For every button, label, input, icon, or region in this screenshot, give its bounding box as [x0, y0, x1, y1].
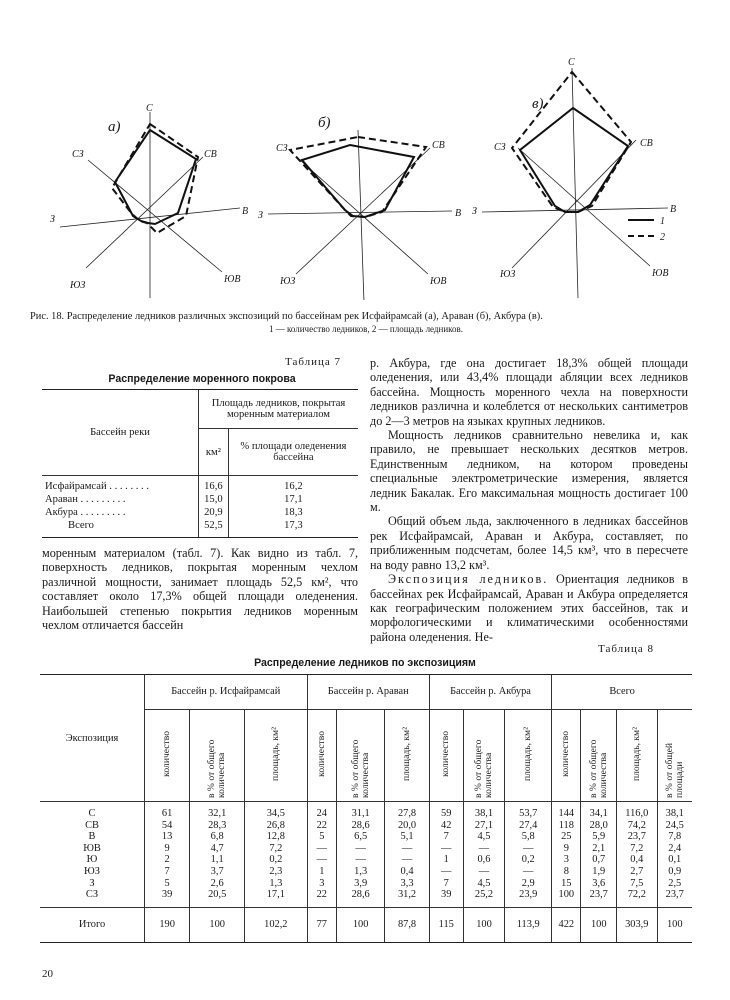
table8-cell: 32,1	[208, 808, 227, 819]
table8-cell: 74,2	[627, 819, 646, 831]
table8-cell: 27,4	[519, 819, 538, 831]
table8-cell: 23,7	[589, 889, 608, 901]
table8-title: Распределение ледников по экспозициям	[254, 657, 476, 669]
table8-cell: —	[355, 842, 366, 854]
table7-km2: 20,9	[199, 506, 229, 519]
table8-cell: 5,8	[521, 831, 535, 843]
table8-total-cell: 422	[552, 907, 581, 942]
table8-cell: 1,9	[592, 865, 606, 877]
table8-value-column	[657, 802, 692, 908]
table8-cell: 3,3	[400, 877, 414, 889]
table8-cell: 5,9	[592, 831, 606, 843]
rose-c-label-se: ЮВ	[652, 268, 669, 279]
rose-b-label-e: В	[455, 208, 462, 219]
rose-b-label-w: З	[258, 210, 263, 221]
table8-cell: 34,1	[589, 808, 608, 819]
rose-c-label-sw: ЮЗ	[500, 269, 516, 280]
table7-col-basin: Бассейн реки	[42, 390, 199, 476]
table8-value-column	[463, 802, 505, 908]
table8-total-cell: 100	[463, 907, 505, 942]
table8-total-cell: 87,8	[385, 907, 430, 942]
table7-pct: 18,3	[228, 506, 358, 519]
rose-c-tag: в)	[532, 96, 544, 112]
rose-a-label-w: З	[50, 214, 55, 225]
table8-total-cell: 100	[337, 907, 385, 942]
table7-row	[42, 493, 358, 506]
table8-cell: 28,0	[589, 819, 608, 831]
table7-title: Распределение моренного покрова	[108, 373, 296, 385]
rose-b-label-nw: СЗ	[276, 143, 288, 154]
table8-sub-count: количество	[560, 731, 572, 777]
table8-cell: 0,4	[400, 865, 414, 877]
table8-total-cell: 303,9	[617, 907, 657, 942]
table7-basin-name: Исфайрамсай . . . . . . . .	[45, 480, 149, 492]
table8-cell: 1	[443, 854, 449, 866]
table8-sub-area: площадь, км²	[401, 726, 413, 782]
table8-sub-count: количество	[315, 731, 327, 777]
table8-cell: 23,9	[519, 889, 538, 901]
table8-cell: 23,7	[665, 889, 684, 901]
table8-cell: 1,3	[269, 877, 283, 889]
table8-cell: 26,8	[266, 819, 285, 831]
table7-km2: 15,0	[199, 493, 229, 506]
table8-exposure-label: С	[88, 808, 96, 819]
table8-total-cell: 190	[145, 907, 190, 942]
table7-pct: 17,1	[228, 493, 358, 506]
table8-sub-count: количество	[161, 731, 173, 777]
table8-cell: 28,3	[208, 819, 227, 831]
right-column	[370, 356, 688, 644]
table8-cell: 38,1	[474, 808, 494, 819]
table8-cell: 38,1	[665, 808, 684, 819]
table8-cell: —	[401, 842, 413, 854]
table8-group-akbura: Бассейн р. Акбура	[429, 675, 551, 710]
table8-sub-area: площадь, км²	[630, 726, 642, 782]
right-paragraph-3: Общий объем льда, заключенного в ледниках бассейнов рек Исфайрамсай, Араван и Акбура, составляет, по приближенным подсчетам, более 14,5 км³, что в пересчете на воду равно 13,2 км³.	[370, 514, 688, 572]
table8-exposure-label: СВ	[85, 819, 99, 831]
table8-cell: 13	[161, 831, 173, 843]
table8-cell: 17,1	[266, 889, 285, 901]
table8-cell: 1	[319, 865, 325, 877]
table8-cell: 2,5	[668, 877, 682, 889]
table8-group-isfayramsay: Бассейн р. Исфайрамсай	[145, 675, 308, 710]
table8-cell: —	[355, 854, 366, 866]
table8-cell: 0,1	[668, 854, 682, 866]
table8-cell: 4,5	[477, 877, 491, 889]
table8-cell: 2,7	[630, 865, 644, 877]
table8-cell: 7	[443, 831, 449, 843]
table7-row	[42, 506, 358, 519]
rose-b-tag: б)	[318, 115, 331, 131]
glacier-exposure-rose-figure	[0, 0, 730, 300]
rose-b-label-ne: СВ	[432, 140, 445, 151]
caption-line2: 1 — количество ледников, 2 — площадь ледников.	[268, 324, 464, 334]
table8-cell: 59	[441, 808, 452, 819]
table8-cell: 23,7	[627, 831, 646, 843]
table8-cell: —	[441, 865, 452, 877]
table8-total-cell: 115	[429, 907, 463, 942]
table8-sub-count-pct: в % от общего количества	[349, 739, 371, 798]
rose-c-label-w: З	[472, 206, 477, 217]
rose-c-label-e: В	[670, 204, 677, 215]
table8-cell: 7	[443, 877, 449, 889]
table8-group-total: Всего	[552, 675, 692, 710]
table8-cell: 0,2	[269, 854, 283, 866]
table8-cell: 0,9	[668, 865, 682, 877]
right-paragraph-4-text: Ориентация ледников в бассейнах рек Исфайрамсай, Араван и Акбура определяется как географическим положением этих бассейнов, так и морфологическими и климатическими особенностями района оледенения. Не-	[370, 572, 688, 644]
table8-data-row	[40, 802, 692, 908]
table8-cell: 22	[316, 819, 327, 831]
table8-number: Таблица 8	[598, 643, 655, 655]
rose-c-label-nw: СЗ	[494, 142, 506, 153]
table8-cell: 28,6	[351, 819, 370, 831]
table8-cell: 31,1	[351, 808, 370, 819]
table8-value-column	[581, 802, 617, 908]
table8-cell: 0,2	[521, 854, 535, 866]
table8-cell: 12,8	[266, 831, 285, 843]
table8-total-cell: 102,2	[245, 907, 307, 942]
table8-cell: 25,2	[474, 889, 494, 901]
table8-cell: 24	[316, 808, 327, 819]
right-paragraph-2: Мощность ледников сравнительно невелика и, как правило, не превышает нескольких десятков метров. Единственным ледником, на котором проведены специальные электрометрические измерения, является ледник Бакалак. Его максимальная мощность достигает 100 м.	[370, 428, 688, 515]
table8-cell: 25	[561, 831, 572, 843]
table8-total-cell: 100	[657, 907, 692, 942]
table7-total-label: Всего	[42, 519, 199, 538]
table8-cell: 6,5	[354, 831, 368, 843]
table8-value-column	[617, 802, 657, 908]
table8-cell: 3	[563, 854, 569, 866]
table8-cell: —	[478, 842, 490, 854]
table8-cell: 2,6	[210, 877, 224, 889]
table8-cell: —	[401, 854, 413, 866]
rose-panel-a	[50, 103, 248, 300]
table8-cell: 118	[558, 819, 574, 831]
table8-value-column	[505, 802, 552, 908]
table8-sub-count: количество	[440, 731, 452, 777]
table8-cell: 2,9	[521, 877, 535, 889]
rose-a-label-n: С	[146, 103, 153, 114]
table8-cell: 2,4	[668, 842, 682, 854]
table8-cell: 2,3	[269, 865, 283, 877]
table8-total-cell: 100	[581, 907, 617, 942]
table8-sub-area: площадь, км²	[269, 726, 281, 782]
table8-value-column	[385, 802, 430, 908]
table8-cell: 7	[164, 865, 170, 877]
table8-cell: —	[478, 865, 490, 877]
rose-b-label-se: ЮВ	[430, 276, 447, 287]
table7-basin-name: Араван . . . . . . . . .	[45, 493, 126, 505]
table8-cell: 3,9	[354, 877, 368, 889]
table8-total-row	[40, 907, 692, 942]
table8-cell: —	[441, 842, 452, 854]
table7-total-km2: 52,5	[199, 519, 229, 538]
rose-panel-c	[472, 57, 676, 300]
page-number: 20	[42, 968, 53, 980]
caption-line1: Рис. 18. Распределение ледников различных экспозиций по бассейнам рек Исфайрамсай (а), Араван (б), Акбура (в).	[30, 311, 543, 322]
legend-dashed-label: 2	[660, 232, 665, 243]
rose-c-label-n: С	[568, 57, 575, 68]
table8-cell: —	[316, 842, 327, 854]
table8-cell: 27,1	[474, 819, 494, 831]
table8-cell: 8	[563, 865, 569, 877]
legend-solid-label: 1	[660, 216, 665, 227]
table7	[42, 389, 358, 538]
table7-number: Таблица 7	[285, 356, 342, 368]
table7-pct: 16,2	[228, 480, 358, 493]
table8-cell: 27,8	[397, 808, 417, 819]
table8-exposure-label: Ю	[86, 854, 98, 866]
rose-a-label-sw: ЮЗ	[70, 280, 86, 291]
table8-sub-area-pct: в % от общей площади	[663, 742, 685, 798]
right-paragraph-4	[370, 572, 688, 644]
table8-cell: 144	[558, 808, 575, 819]
table8-value-column	[307, 802, 337, 908]
table8-cell: 20,5	[208, 889, 227, 901]
table8-group-aravan: Бассейн р. Араван	[307, 675, 429, 710]
table8-cell: 5,1	[400, 831, 414, 843]
table8-cell: 28,6	[351, 889, 370, 901]
table8-cell: 0,7	[592, 854, 606, 866]
table8-cell: 116,0	[625, 808, 649, 819]
table8-sub-count-pct: в % от общего количества	[206, 739, 228, 798]
table8-cell: —	[523, 842, 534, 854]
table8-exposure-label: СЗ	[85, 889, 99, 901]
table8-cell: 7,2	[630, 842, 644, 854]
table8-exposure-list	[40, 802, 145, 908]
table8-cell: 2,1	[592, 842, 606, 854]
table8-total-cell: 77	[307, 907, 337, 942]
table8-cell: 20,0	[397, 819, 417, 831]
rose-a-label-ne: СВ	[204, 149, 217, 160]
table8-cell: 61	[161, 808, 173, 819]
table8-cell: 42	[441, 819, 452, 831]
table8-cell: 3	[319, 877, 325, 889]
table8-cell: 4,5	[477, 831, 491, 843]
table8-sub-area: площадь, км²	[522, 726, 534, 782]
table8-cell: 1,1	[210, 854, 224, 866]
rose-a-tag: а)	[108, 119, 121, 135]
table8-cell: 31,2	[397, 889, 417, 901]
table8-cell: —	[523, 865, 534, 877]
rose-a-label-se: ЮВ	[224, 274, 241, 285]
table8-value-column	[190, 802, 245, 908]
table7-total-row	[42, 519, 358, 538]
table8-cell: 5	[319, 831, 325, 843]
table8-value-column	[337, 802, 385, 908]
table7-row	[42, 480, 358, 493]
table8-sub-count-pct: в % от общего количества	[587, 739, 609, 798]
figure-caption	[30, 310, 702, 336]
table8-cell: 2	[164, 854, 170, 866]
table7-col-pct: % площади оледенения бассейна	[228, 429, 358, 476]
rose-a-label-nw: СЗ	[72, 149, 84, 160]
table8-cell: 3,6	[592, 877, 606, 889]
table8-exposure-label: В	[88, 831, 96, 843]
table8-cell: 15	[561, 877, 572, 889]
table8-cell: 53,7	[519, 808, 538, 819]
table8-cell: 9	[563, 842, 569, 854]
table8-cell: 100	[558, 889, 575, 901]
table7-col-km2: км²	[199, 429, 229, 476]
rose-b-area-line	[290, 137, 426, 217]
right-paragraph-1: р. Акбура, где она достигает 18,3% общей площади оледенения, или 43,4% площади абляции всех ледников бассейна. Мощность моренного чехла на поверхности ледников различна и колеблется от нескольких сантиметров до 2—3 метров на языках крупных ледников.	[370, 356, 688, 428]
table8-cell: —	[316, 854, 327, 866]
table8-value-column	[429, 802, 463, 908]
rose-panel-b	[258, 115, 461, 300]
table8-total-cell: 113,9	[505, 907, 552, 942]
table8-cell: 34,5	[266, 808, 285, 819]
table8	[40, 674, 692, 943]
left-column-text: моренным материалом (табл. 7). Как видно из табл. 7, поверхность ледников, покрытая моренным чехлом различной мощности, занимает площадь 52,5 км², что составляет около 17,3% общей площади оледенения. Наибольшей степенью покрытия ледников моренным чехлом отличается бассейн	[42, 546, 358, 633]
table7-total-pct: 17,3	[228, 519, 358, 538]
rose-c-label-ne: СВ	[640, 138, 653, 149]
table7-basin-name: Акбура . . . . . . . . .	[45, 506, 126, 518]
table8-value-column	[145, 802, 190, 908]
table8-cell: 6,8	[210, 831, 224, 843]
table8-cell: 39	[161, 889, 173, 901]
table8-cell: 7,2	[269, 842, 283, 854]
rose-a-count-line	[115, 130, 196, 224]
table8-col-exposure: Экспозиция	[40, 675, 145, 802]
figure-legend	[628, 216, 665, 243]
table8-exposure-label: ЮЗ	[84, 865, 100, 877]
rose-b-label-sw: ЮЗ	[280, 276, 296, 287]
table8-cell: 72,2	[627, 889, 646, 901]
table8-exposure-label: З	[89, 877, 95, 889]
table8-exposure-label: ЮВ	[83, 842, 101, 854]
table8-total-cell: 100	[190, 907, 245, 942]
table7-km2: 16,6	[199, 480, 229, 493]
table8-value-column	[552, 802, 581, 908]
rose-a-label-e: В	[242, 206, 249, 217]
table8-cell: 1,3	[354, 865, 368, 877]
table8-value-column	[245, 802, 307, 908]
table8-sub-count-pct: в % от общего количества	[472, 739, 494, 798]
table8-cell: 39	[441, 889, 452, 901]
table8-cell: 4,7	[210, 842, 224, 854]
table8-cell: 0,6	[477, 854, 491, 866]
table8-cell: 9	[164, 842, 170, 854]
table8-cell: 5	[164, 877, 170, 889]
table8-cell: 22	[316, 889, 327, 901]
table7-col-area: Площадь ледников, покрытая моренным материалом	[199, 390, 359, 429]
table8-cell: 7,8	[668, 831, 682, 843]
section-heading-exposure: Экспозиция ледников.	[388, 572, 549, 587]
table8-cell: 0,4	[630, 854, 644, 866]
table8-cell: 54	[161, 819, 173, 831]
table8-total-label: Итого	[40, 907, 145, 942]
table8-cell: 7,5	[630, 877, 644, 889]
table8-cell: 3,7	[210, 865, 224, 877]
table8-cell: 24,5	[665, 819, 684, 831]
